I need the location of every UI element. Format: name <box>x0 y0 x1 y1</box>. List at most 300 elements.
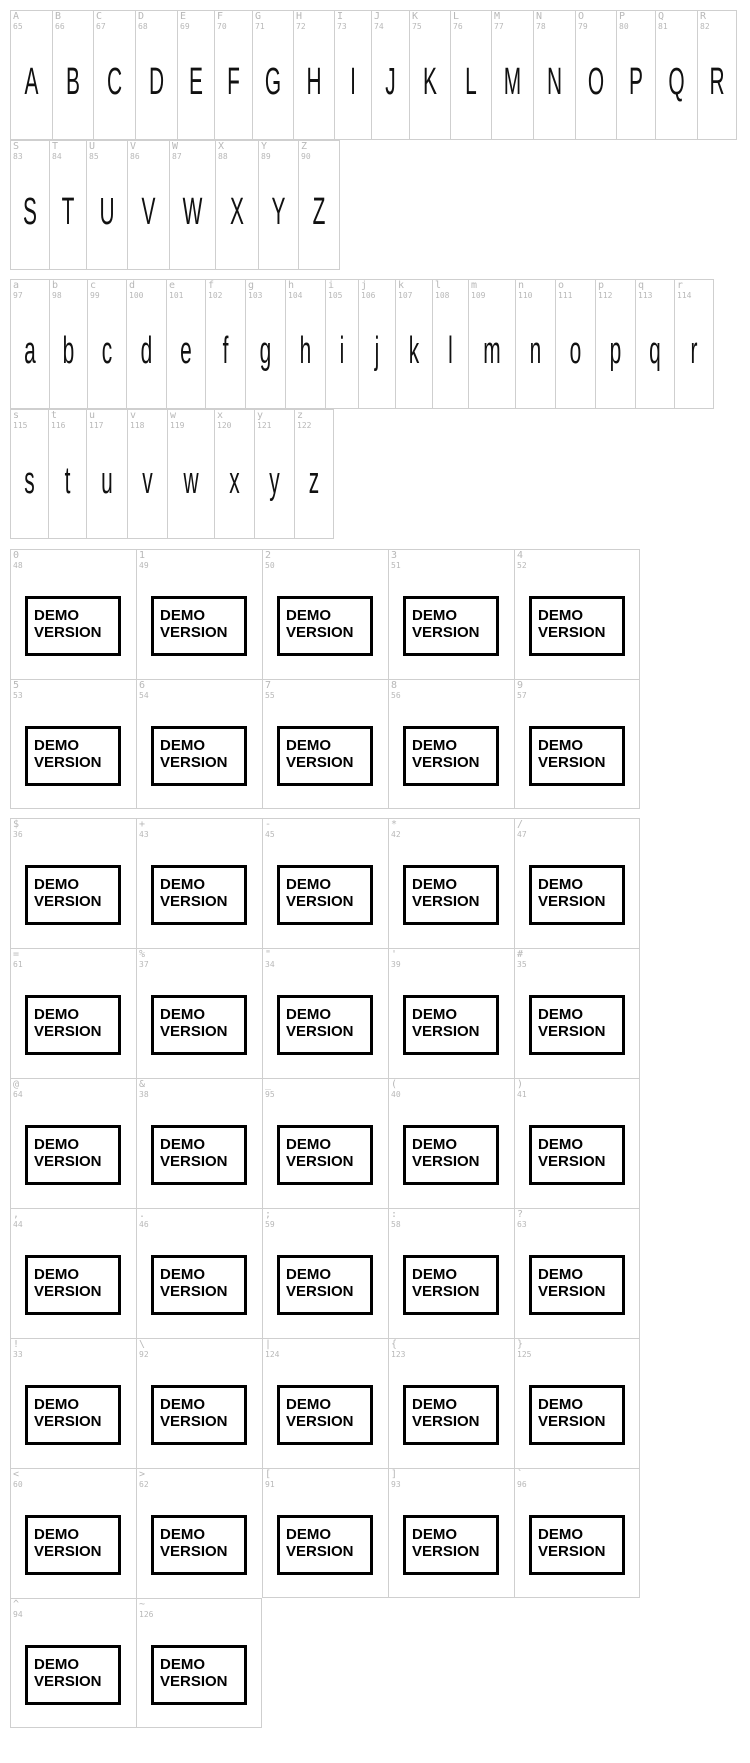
cell-char-code: 100 <box>129 291 144 300</box>
glyph-sample: Q <box>668 61 685 103</box>
cell-char-label: n <box>518 280 525 291</box>
glyph-cell <box>325 279 358 409</box>
cell-char-code: 60 <box>13 1480 23 1489</box>
demo-cell <box>262 1078 388 1208</box>
demo-version-badge <box>403 995 499 1055</box>
demo-badge-line2: VERSION <box>538 1543 606 1560</box>
glyph-cell <box>169 140 215 270</box>
demo-version-badge <box>529 1255 625 1315</box>
cell-char-code: 44 <box>13 1220 23 1229</box>
demo-version-badge <box>529 596 625 656</box>
demo-badge-line2: VERSION <box>34 893 102 910</box>
glyph-cell <box>432 279 468 409</box>
demo-badge-line1: DEMO <box>160 1396 205 1413</box>
demo-cell <box>514 1208 640 1338</box>
cell-char-code: 93 <box>391 1480 401 1489</box>
demo-badge-line2: VERSION <box>34 1413 102 1430</box>
glyph-sample: R <box>709 61 725 103</box>
demo-version-badge <box>25 1125 121 1185</box>
glyph-cell <box>298 140 340 270</box>
cell-char-label: ) <box>517 1079 524 1090</box>
glyph-cell <box>358 279 395 409</box>
cell-char-code: 116 <box>51 421 66 430</box>
demo-badge-line2: VERSION <box>286 754 354 771</box>
cell-char-code: 105 <box>328 291 343 300</box>
demo-badge-line1: DEMO <box>160 1266 205 1283</box>
demo-version-badge <box>277 1125 373 1185</box>
cell-char-code: 34 <box>265 960 275 969</box>
cell-char-code: 78 <box>536 22 546 31</box>
glyph-sample: J <box>385 61 396 103</box>
cell-char-label: L <box>453 11 460 22</box>
cell-char-code: 101 <box>169 291 184 300</box>
cell-char-label: u <box>89 410 96 421</box>
cell-char-code: 47 <box>517 830 527 839</box>
demo-badge-line2: VERSION <box>160 893 228 910</box>
glyph-sample: h <box>299 330 312 372</box>
cell-char-code: 90 <box>301 152 311 161</box>
cell-char-code: 59 <box>265 1220 275 1229</box>
cell-char-label: U <box>89 141 96 152</box>
demo-version-badge <box>403 865 499 925</box>
cell-char-label: y <box>257 410 264 421</box>
demo-badge-line1: DEMO <box>160 876 205 893</box>
demo-cell <box>10 948 136 1078</box>
demo-badge-line2: VERSION <box>34 754 102 771</box>
glyph-sample: H <box>306 61 322 103</box>
demo-cell <box>136 1208 262 1338</box>
demo-badge-line1: DEMO <box>160 1006 205 1023</box>
demo-badge-line2: VERSION <box>538 893 606 910</box>
glyph-sample: g <box>259 330 272 372</box>
demo-version-badge <box>529 726 625 786</box>
glyph-sample: K <box>423 61 437 103</box>
cell-char-label: $ <box>13 819 20 830</box>
cell-char-label: Z <box>301 141 308 152</box>
cell-char-label: k <box>398 280 405 291</box>
cell-char-code: 104 <box>288 291 303 300</box>
demo-cell <box>136 948 262 1078</box>
cell-char-label: 1 <box>139 550 146 561</box>
cell-char-label: g <box>248 280 255 291</box>
demo-cell <box>136 818 262 948</box>
glyph-cell <box>575 10 616 140</box>
demo-badge-line2: VERSION <box>412 1413 480 1430</box>
demo-badge-line2: VERSION <box>412 624 480 641</box>
cell-char-label: H <box>296 11 303 22</box>
cell-char-code: 106 <box>361 291 376 300</box>
cell-char-label: N <box>536 11 543 22</box>
demo-cell <box>10 1468 136 1598</box>
cell-char-code: 85 <box>89 152 99 161</box>
demo-cell <box>388 1078 514 1208</box>
cell-char-label: F <box>217 11 224 22</box>
cell-char-code: 56 <box>391 691 401 700</box>
demo-version-badge <box>529 995 625 1055</box>
glyph-sample: w <box>183 460 199 502</box>
demo-cell <box>10 1598 136 1728</box>
demo-badge-line1: DEMO <box>160 1526 205 1543</box>
demo-version-badge <box>151 726 247 786</box>
demo-version-badge <box>151 1125 247 1185</box>
glyph-sample: t <box>64 460 71 502</box>
glyph-cell <box>10 10 52 140</box>
demo-badge-line1: DEMO <box>538 1526 583 1543</box>
cell-char-label: & <box>139 1079 146 1090</box>
glyph-cell <box>48 409 86 539</box>
cell-char-code: 114 <box>677 291 692 300</box>
cell-char-code: 74 <box>374 22 384 31</box>
demo-cell <box>10 1208 136 1338</box>
cell-char-code: 68 <box>138 22 148 31</box>
glyph-sample: E <box>189 61 203 103</box>
cell-char-code: 91 <box>265 1480 275 1489</box>
demo-badge-line1: DEMO <box>538 1136 583 1153</box>
cell-char-label: ` <box>517 1469 524 1480</box>
glyph-sample: V <box>141 191 156 233</box>
demo-version-badge <box>403 1515 499 1575</box>
cell-char-code: 55 <box>265 691 275 700</box>
cell-char-label: = <box>13 949 20 960</box>
demo-version-badge <box>277 995 373 1055</box>
demo-badge-line2: VERSION <box>160 1673 228 1690</box>
cell-char-label: q <box>638 280 645 291</box>
cell-char-label: o <box>558 280 565 291</box>
glyph-cell <box>245 279 285 409</box>
glyph-cell <box>214 409 254 539</box>
cell-char-label: " <box>265 949 272 960</box>
demo-version-badge <box>277 596 373 656</box>
glyph-cell <box>177 10 214 140</box>
glyph-sample: a <box>24 330 36 372</box>
cell-char-label: * <box>391 819 398 830</box>
demo-badge-line1: DEMO <box>286 1266 331 1283</box>
cell-char-label: ^ <box>13 1599 20 1610</box>
cell-char-code: 103 <box>248 291 263 300</box>
cell-char-code: 54 <box>139 691 149 700</box>
demo-badge-line2: VERSION <box>286 893 354 910</box>
demo-cell <box>262 1338 388 1468</box>
demo-cell <box>388 1208 514 1338</box>
demo-badge-line2: VERSION <box>160 624 228 641</box>
demo-version-badge <box>151 596 247 656</box>
demo-badge-line1: DEMO <box>538 1006 583 1023</box>
glyph-cell <box>10 279 49 409</box>
cell-char-label: @ <box>13 1079 20 1090</box>
cell-char-label: K <box>412 11 419 22</box>
demo-badge-line1: DEMO <box>160 737 205 754</box>
cell-char-code: 49 <box>139 561 149 570</box>
cell-char-code: 88 <box>218 152 228 161</box>
demo-badge-line1: DEMO <box>538 1266 583 1283</box>
cell-char-label: d <box>129 280 136 291</box>
cell-char-code: 115 <box>13 421 28 430</box>
glyph-sample: U <box>99 191 115 233</box>
cell-char-code: 52 <box>517 561 527 570</box>
cell-char-code: 82 <box>700 22 710 31</box>
cell-char-label: f <box>208 280 215 291</box>
demo-cell <box>514 1338 640 1468</box>
glyph-cell <box>126 279 166 409</box>
cell-char-code: 99 <box>90 291 100 300</box>
cell-char-label: ] <box>391 1469 398 1480</box>
demo-badge-line2: VERSION <box>34 1543 102 1560</box>
cell-char-label: 0 <box>13 550 20 561</box>
glyph-sample: I <box>350 61 356 103</box>
demo-badge-line2: VERSION <box>538 1023 606 1040</box>
cell-char-label: W <box>172 141 179 152</box>
glyph-sample: T <box>61 191 75 233</box>
cell-char-label: E <box>180 11 187 22</box>
glyph-sample: x <box>229 460 240 502</box>
cell-char-label: . <box>139 1209 146 1220</box>
glyph-sample: u <box>101 460 113 502</box>
glyph-cell <box>555 279 595 409</box>
cell-char-label: V <box>130 141 137 152</box>
cell-char-label: R <box>700 11 707 22</box>
cell-char-label: 5 <box>13 680 20 691</box>
demo-version-badge <box>25 1515 121 1575</box>
cell-char-label: / <box>517 819 524 830</box>
demo-badge-line2: VERSION <box>34 624 102 641</box>
cell-char-label: 2 <box>265 550 272 561</box>
glyph-cell <box>252 10 293 140</box>
demo-badge-line2: VERSION <box>538 1283 606 1300</box>
demo-badge-line2: VERSION <box>286 1283 354 1300</box>
cell-char-code: 38 <box>139 1090 149 1099</box>
demo-cell <box>136 1598 262 1728</box>
demo-badge-line2: VERSION <box>286 1153 354 1170</box>
cell-char-code: 108 <box>435 291 450 300</box>
cell-char-code: 53 <box>13 691 23 700</box>
cell-char-code: 67 <box>96 22 106 31</box>
cell-char-code: 33 <box>13 1350 23 1359</box>
cell-char-label: % <box>139 949 146 960</box>
glyph-cell <box>258 140 298 270</box>
cell-char-code: 40 <box>391 1090 401 1099</box>
glyph-cell <box>86 409 127 539</box>
cell-char-label: ? <box>517 1209 524 1220</box>
glyph-cell <box>616 10 655 140</box>
glyph-sample: o <box>569 330 582 372</box>
cell-char-code: 50 <box>265 561 275 570</box>
cell-char-label: 3 <box>391 550 398 561</box>
glyph-sample: n <box>529 330 542 372</box>
cell-char-code: 84 <box>52 152 62 161</box>
cell-char-code: 102 <box>208 291 223 300</box>
demo-cell <box>10 679 136 809</box>
glyph-sample: p <box>609 330 622 372</box>
cell-char-code: 112 <box>598 291 613 300</box>
glyph-sample: F <box>227 61 240 103</box>
cell-char-label: X <box>218 141 225 152</box>
demo-badge-line1: DEMO <box>286 1006 331 1023</box>
demo-badge-line1: DEMO <box>412 876 457 893</box>
glyph-sample: d <box>140 330 153 372</box>
demo-cell <box>136 1078 262 1208</box>
demo-cell <box>262 1208 388 1338</box>
demo-badge-line1: DEMO <box>538 1396 583 1413</box>
glyph-cell <box>409 10 450 140</box>
demo-version-badge <box>277 1385 373 1445</box>
cell-char-label: < <box>13 1469 20 1480</box>
cell-char-label: > <box>139 1469 146 1480</box>
cell-char-label: r <box>677 280 684 291</box>
demo-badge-line2: VERSION <box>538 754 606 771</box>
cell-char-code: 94 <box>13 1610 23 1619</box>
glyph-cell <box>167 409 214 539</box>
demo-cell <box>262 818 388 948</box>
glyph-sample: P <box>629 61 643 103</box>
cell-char-label: A <box>13 11 20 22</box>
glyph-cell <box>293 10 334 140</box>
cell-char-label: # <box>517 949 524 960</box>
demo-cell <box>262 1468 388 1598</box>
glyph-cell <box>285 279 325 409</box>
cell-char-code: 121 <box>257 421 272 430</box>
demo-cell <box>388 1468 514 1598</box>
cell-char-code: 66 <box>55 22 65 31</box>
cell-char-label: ; <box>265 1209 272 1220</box>
demo-badge-line1: DEMO <box>160 1136 205 1153</box>
demo-badge-line1: DEMO <box>34 876 79 893</box>
demo-badge-line2: VERSION <box>286 1413 354 1430</box>
cell-char-code: 48 <box>13 561 23 570</box>
cell-char-code: 125 <box>517 1350 532 1359</box>
demo-version-badge <box>151 1255 247 1315</box>
cell-char-label: v <box>130 410 137 421</box>
demo-badge-line2: VERSION <box>412 1023 480 1040</box>
demo-badge-line1: DEMO <box>286 607 331 624</box>
demo-version-badge <box>151 1385 247 1445</box>
cell-char-label: - <box>265 819 272 830</box>
demo-badge-line1: DEMO <box>412 1136 457 1153</box>
cell-char-code: 95 <box>265 1090 275 1099</box>
demo-badge-line2: VERSION <box>160 1543 228 1560</box>
demo-badge-line1: DEMO <box>412 737 457 754</box>
cell-char-label: D <box>138 11 145 22</box>
glyph-cell <box>468 279 515 409</box>
demo-version-badge <box>151 865 247 925</box>
demo-badge-line1: DEMO <box>160 607 205 624</box>
glyph-sample: Y <box>271 191 286 233</box>
demo-version-badge <box>403 1255 499 1315</box>
demo-badge-line1: DEMO <box>34 1266 79 1283</box>
demo-badge-line2: VERSION <box>412 754 480 771</box>
cell-char-code: 80 <box>619 22 629 31</box>
cell-char-code: 45 <box>265 830 275 839</box>
demo-cell <box>388 549 514 679</box>
cell-char-code: 83 <box>13 152 23 161</box>
demo-cell <box>514 679 640 809</box>
glyph-sample: j <box>374 330 380 372</box>
cell-char-code: 71 <box>255 22 265 31</box>
cell-char-label: p <box>598 280 605 291</box>
cell-char-code: 117 <box>89 421 104 430</box>
cell-char-label: 8 <box>391 680 398 691</box>
glyph-sample: G <box>264 61 282 103</box>
glyph-cell <box>205 279 245 409</box>
demo-badge-line2: VERSION <box>538 624 606 641</box>
cell-char-label: Y <box>261 141 268 152</box>
demo-cell <box>10 818 136 948</box>
demo-badge-line1: DEMO <box>538 607 583 624</box>
cell-char-label: C <box>96 11 103 22</box>
cell-char-code: 98 <box>52 291 62 300</box>
demo-cell <box>262 948 388 1078</box>
demo-badge-line2: VERSION <box>412 893 480 910</box>
cell-char-label: l <box>435 280 442 291</box>
glyph-cell <box>49 279 87 409</box>
glyph-sample: S <box>23 191 37 233</box>
glyph-sample: f <box>222 330 229 372</box>
cell-char-label: h <box>288 280 295 291</box>
cell-char-label: I <box>337 11 344 22</box>
demo-version-badge <box>529 865 625 925</box>
cell-char-label: { <box>391 1339 398 1350</box>
demo-cell <box>514 1468 640 1598</box>
cell-char-label: 9 <box>517 680 524 691</box>
cell-char-code: 107 <box>398 291 413 300</box>
glyph-sample: L <box>465 61 477 103</box>
demo-cell <box>136 549 262 679</box>
glyph-cell <box>533 10 575 140</box>
cell-char-label: : <box>391 1209 398 1220</box>
cell-char-code: 122 <box>297 421 312 430</box>
cell-char-label: J <box>374 11 381 22</box>
demo-badge-line1: DEMO <box>286 1396 331 1413</box>
glyph-sample: m <box>483 330 501 372</box>
demo-badge-line1: DEMO <box>412 1266 457 1283</box>
demo-badge-line1: DEMO <box>34 1656 79 1673</box>
cell-char-code: 64 <box>13 1090 23 1099</box>
demo-version-badge <box>403 1385 499 1445</box>
glyph-sample: X <box>230 191 244 233</box>
demo-cell <box>136 1338 262 1468</box>
demo-version-badge <box>277 1255 373 1315</box>
demo-cell <box>514 948 640 1078</box>
glyph-sample: v <box>142 460 153 502</box>
glyph-cell <box>515 279 555 409</box>
demo-cell <box>10 1078 136 1208</box>
demo-badge-line1: DEMO <box>286 737 331 754</box>
glyph-sample: Z <box>312 191 326 233</box>
cell-char-code: 87 <box>172 152 182 161</box>
cell-char-label: , <box>13 1209 20 1220</box>
cell-char-label: _ <box>265 1079 272 1090</box>
glyph-sample: y <box>269 460 280 502</box>
glyph-cell <box>334 10 371 140</box>
demo-badge-line1: DEMO <box>34 737 79 754</box>
glyph-cell <box>10 409 48 539</box>
demo-cell <box>10 549 136 679</box>
glyph-sample: B <box>66 61 80 103</box>
glyph-cell <box>254 409 294 539</box>
demo-version-badge <box>25 726 121 786</box>
demo-badge-line1: DEMO <box>538 876 583 893</box>
demo-badge-line1: DEMO <box>34 1526 79 1543</box>
demo-badge-line2: VERSION <box>538 1153 606 1170</box>
glyph-sample: N <box>546 61 563 103</box>
cell-char-code: 76 <box>453 22 463 31</box>
glyph-sample: i <box>339 330 345 372</box>
demo-badge-line1: DEMO <box>34 607 79 624</box>
demo-badge-line1: DEMO <box>286 876 331 893</box>
glyph-cell <box>52 10 93 140</box>
glyph-cell <box>10 140 49 270</box>
demo-badge-line1: DEMO <box>34 1396 79 1413</box>
cell-char-code: 120 <box>217 421 232 430</box>
